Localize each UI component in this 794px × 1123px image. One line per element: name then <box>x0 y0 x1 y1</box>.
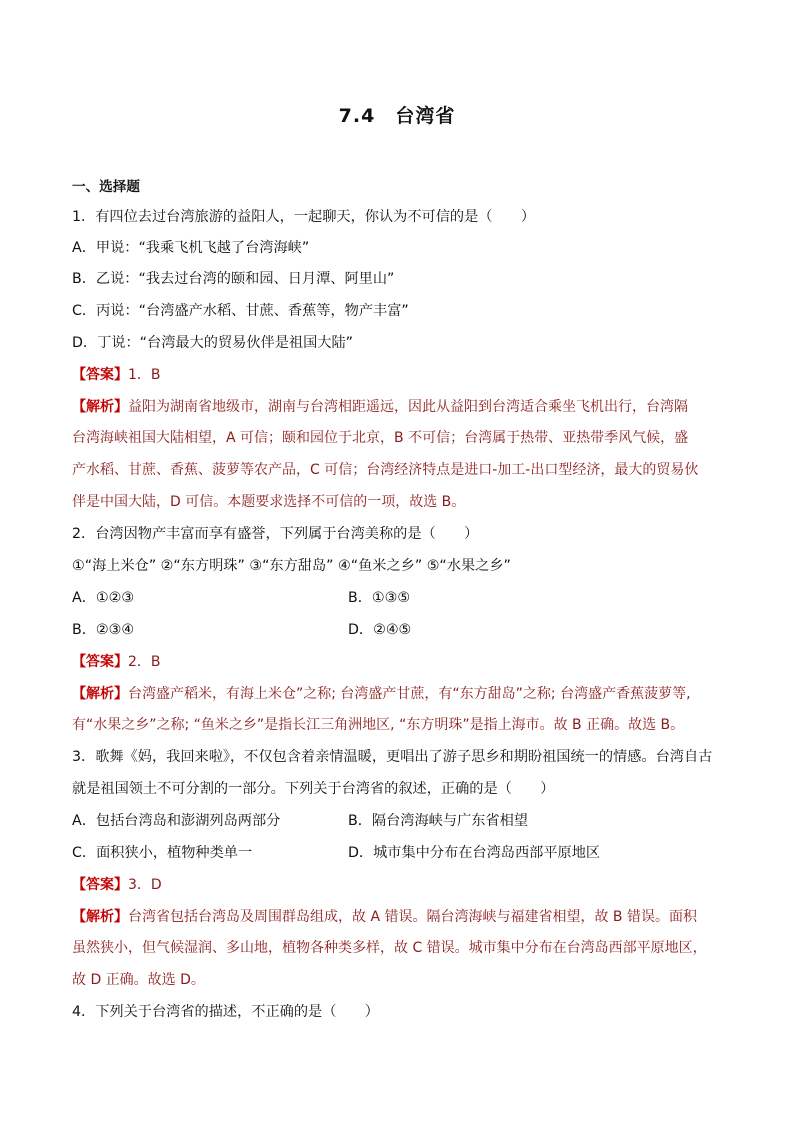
answer-tag: 【答案】 <box>72 877 128 893</box>
question-2-option-a: A．①②③ <box>72 590 135 606</box>
section-heading: 一、选择题 <box>72 179 140 195</box>
explanation-text: 益阳为湖南省地级市，湖南与台湾相距遥远，因此从益阳到台湾适合乘坐飞机出行，台湾隔 <box>128 399 688 415</box>
question-1-explanation-line: 产水稻、甘蔗、香蕉、菠萝等农产品，C 可信；台湾经济特点是进口-加工-出口型经济，最大的贸易伙 <box>72 462 699 478</box>
explanation-tag: 【解析】 <box>72 909 128 925</box>
question-3-explanation-line <box>72 907 697 927</box>
question-1-option-a: A．甲说：“我乘飞机飞越了台湾海峡” <box>72 240 310 256</box>
question-3-answer <box>72 875 162 895</box>
question-2-items: ①“海上米仓” ②“东方明珠” ③“东方甜岛” ④“鱼米之乡” ⑤“水果之乡” <box>72 558 511 574</box>
question-2-option-c: B．②③④ <box>72 622 135 638</box>
question-3-option-b: B．隔台湾海峡与广东省相望 <box>348 813 528 829</box>
answer-tag: 【答案】 <box>72 654 128 670</box>
question-2-stem: 2．台湾因物产丰富而享有盛誉，下列属于台湾美称的是（ ） <box>72 526 479 542</box>
question-2-answer <box>72 652 161 672</box>
question-3-stem: 3．歌舞《妈，我回来啦》，不仅包含着亲情温暖，更唱出了游子思乡和期盼祖国统一的情感。台湾自古 <box>72 749 713 765</box>
question-3-option-a: A．包括台湾岛和澎湖列岛两部分 <box>72 813 281 829</box>
question-3-option-d: D．城市集中分布在台湾岛西部平原地区 <box>348 845 601 861</box>
question-1-explanation-line <box>72 397 688 417</box>
answer-tag: 【答案】 <box>72 367 128 383</box>
answer-value: 2．B <box>128 654 161 670</box>
explanation-tag: 【解析】 <box>72 686 128 702</box>
answer-value: 1．B <box>128 367 161 383</box>
question-1-option-c: C．丙说：“台湾盛产水稻、甘蔗、香蕉等，物产丰富” <box>72 303 409 319</box>
question-4-stem: 4．下列关于台湾省的描述，不正确的是（ ） <box>72 1004 379 1020</box>
question-3-explanation-line: 故 D 正确。故选 D。 <box>72 972 205 988</box>
explanation-text: 台湾盛产稻米，有海上米仓”之称; 台湾盛产甘蔗，有“东方甜岛”之称; 台湾盛产香蕉菠萝等, <box>128 686 691 702</box>
page-title: 7.4 台湾省 <box>338 105 456 127</box>
question-3-option-c: C．面积狭小，植物种类单一 <box>72 845 253 861</box>
question-1-answer <box>72 365 161 385</box>
question-3-explanation-line: 虽然狭小，但气候湿润、多山地，植物各种类多样，故 C 错误。城市集中分布在台湾岛西部平原地区， <box>72 940 707 956</box>
question-2-explanation-line: 有“水果之乡”之称; “鱼米之乡”是指长江三角洲地区, “东方明珠”是指上海市。故 B 正确。故选 B。 <box>72 717 685 733</box>
question-1-option-b: B．乙说：“我去过台湾的颐和园、日月潭、阿里山” <box>72 271 395 287</box>
answer-value: 3．D <box>128 877 162 893</box>
question-1-option-d: D．丁说：“台湾最大的贸易伙伴是祖国大陆” <box>72 335 354 351</box>
question-2-option-b: B．①③⑤ <box>348 590 411 606</box>
question-2-option-d: D．②④⑤ <box>348 622 412 638</box>
explanation-tag: 【解析】 <box>72 399 128 415</box>
question-1-explanation-line: 台湾海峡祖国大陆相望，A 可信；颐和园位于北京，B 不可信；台湾属于热带、亚热带季风气候，盛 <box>72 430 689 446</box>
question-2-explanation-line <box>72 684 691 704</box>
question-1-explanation-line: 伴是中国大陆，D 可信。本题要求选择不可信的一项，故选 B。 <box>72 494 466 510</box>
question-1-stem: 1．有四位去过台湾旅游的益阳人，一起聊天，你认为不可信的是（ ） <box>72 209 536 225</box>
question-3-stem: 就是祖国领土不可分割的一部分。下列关于台湾省的叙述，正确的是（ ） <box>72 781 555 797</box>
explanation-text: 台湾省包括台湾岛及周围群岛组成，故 A 错误。隔台湾海峡与福建省相望，故 B 错误。面积 <box>128 909 697 925</box>
